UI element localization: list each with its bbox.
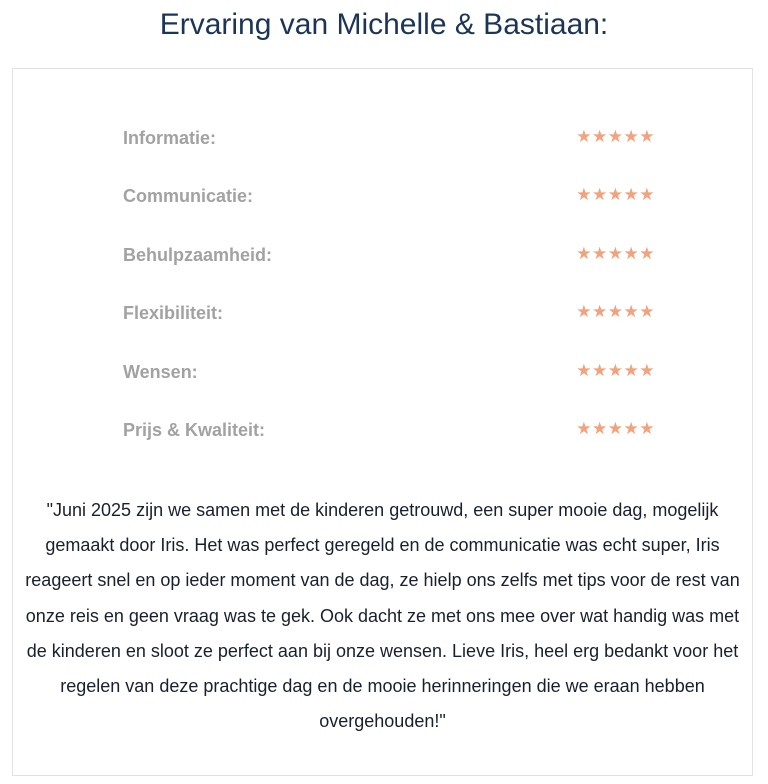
star-rating-icon: ★★★★★ xyxy=(576,418,655,439)
rating-row-flexibiliteit xyxy=(123,292,655,350)
rating-row-wensen xyxy=(123,351,655,409)
rating-label: Prijs & Kwaliteit: xyxy=(123,419,266,440)
ratings-list xyxy=(123,117,655,467)
rating-label: Communicatie: xyxy=(123,186,254,207)
testimonial-quote: "Juni 2025 zijn we samen met de kinderen getrouwd, een super mooie dag, mogelijk gemaakt door Iris. Het was perfect geregeld en de communicatie was echt super, Iris reageert snel en op ieder moment van de dag, ze hielp ons zelfs met tips voor de rest van onze reis en geen vraag was te gek. Ook dacht ze met ons mee over wat handig was met de kinderen en sloot ze perfect aan bij onze wensen. Lieve Iris, heel erg bedankt voor het regelen van deze prachtige dag en de mooie herinneringen die we eraan hebben overgehouden!" xyxy=(25,500,740,732)
rating-label: Wensen: xyxy=(123,361,198,382)
rating-label: Behulpzaamheid: xyxy=(123,244,273,265)
page-title: Ervaring van Michelle & Bastiaan: xyxy=(159,8,609,41)
rating-row-prijs-kwaliteit xyxy=(123,409,655,467)
rating-label: Informatie: xyxy=(123,128,217,148)
star-rating-icon: ★★★★★ xyxy=(576,360,655,381)
rating-row-communicatie xyxy=(123,175,655,233)
testimonial-card xyxy=(12,68,753,776)
star-rating-icon: ★★★★★ xyxy=(576,302,655,323)
rating-row-behulpzaamheid xyxy=(123,234,655,292)
star-rating-icon: ★★★★★ xyxy=(576,127,655,147)
rating-label: Flexibiliteit: xyxy=(123,303,224,324)
star-rating-icon: ★★★★★ xyxy=(576,185,655,206)
rating-row-informatie xyxy=(123,117,655,175)
star-rating-icon: ★★★★★ xyxy=(576,243,655,264)
